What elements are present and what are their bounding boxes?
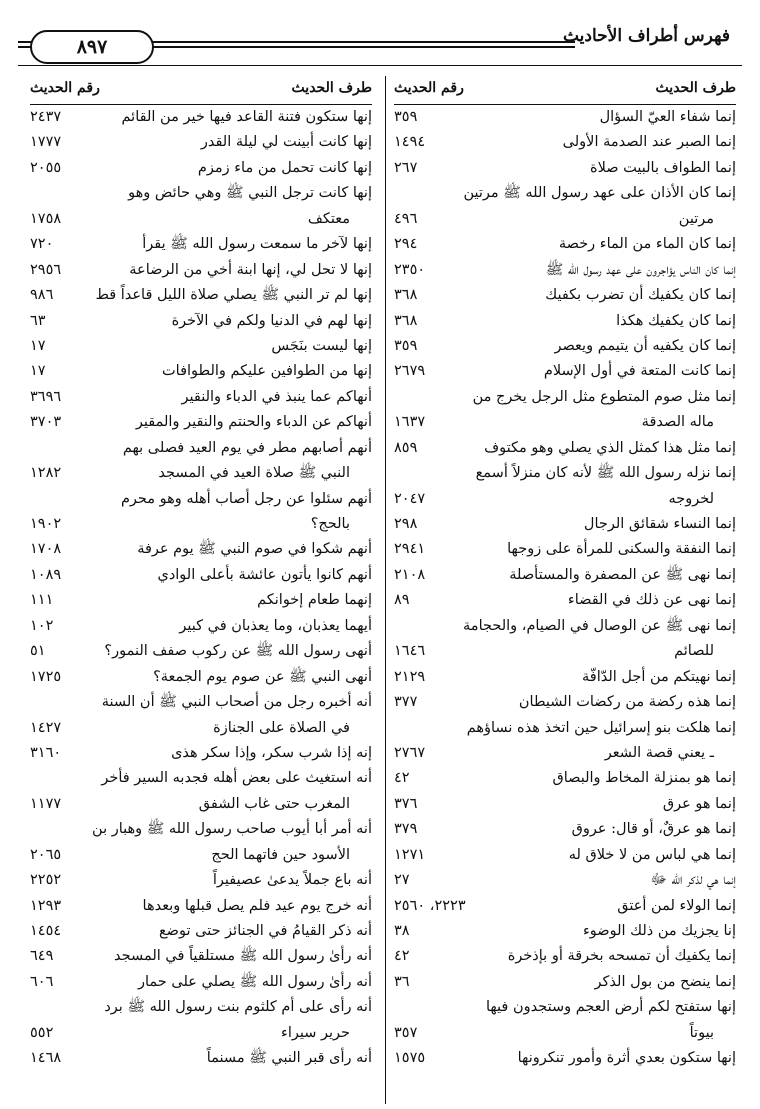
hadith-number: ٢٢٥٢ [30, 872, 62, 889]
index-entry [30, 487, 372, 512]
hadith-number: ٢٦٧ [394, 159, 418, 176]
hadith-number: ١٤٢٧ [30, 719, 62, 736]
hadith-number: ٣٧٠٣ [30, 414, 62, 431]
hadith-fragment: إنها لهم في الدنيا ولكم في الآخرة [171, 312, 372, 329]
hadith-fragment: إنما كانت المتعة في أول الإسلام [543, 363, 736, 380]
hadith-fragment: إنما مثل صوم المتطوع مثل الرجل يخرج من [472, 388, 736, 405]
index-entry [394, 614, 736, 639]
index-entry [394, 385, 736, 410]
hadith-number: ٢٩٨ [394, 516, 418, 532]
index-entry [394, 537, 736, 562]
hadith-fragment: إنما الولاء لمن أعتق [617, 897, 736, 914]
hadith-fragment: أنهم شكوا في صوم النبي ﷺ يوم عرفة [137, 541, 372, 558]
index-entry [30, 690, 372, 715]
index-entry [30, 359, 372, 384]
index-entry [30, 995, 372, 1020]
hadith-fragment: أنه رأىٰ رسول الله ﷺ يصلي على حمار [138, 973, 372, 990]
hadith-fragment: إنها ليست بنَجَس [271, 337, 372, 354]
hadith-fragment: إنما ينضح من بول الذكر [594, 973, 736, 990]
hadith-fragment: مرتين [678, 210, 714, 227]
index-entry [30, 232, 372, 257]
index-entry [394, 639, 736, 664]
column-header-number: رقم الحديث [30, 80, 100, 96]
hadith-fragment: للصائم [674, 643, 714, 660]
index-entry [394, 436, 736, 461]
index-entry [30, 385, 372, 410]
index-entry [394, 309, 736, 334]
hadith-fragment: إنما هذه ركضة من ركضات الشيطان [518, 694, 736, 711]
hadith-number: ١٠٨٩ [30, 566, 62, 583]
index-entry [394, 410, 736, 435]
entry-list [394, 105, 736, 1072]
index-entry [394, 766, 736, 791]
hadith-number: ٢٩٤ [394, 236, 418, 253]
hadith-number: ٣٧٩ [394, 821, 418, 838]
hadith-number: ١٠٢ [30, 617, 54, 634]
hadith-number: ٣٨ [394, 923, 410, 939]
index-entry [394, 716, 736, 741]
hadith-fragment: حرير سيراء [281, 1024, 350, 1041]
hadith-fragment: إنما هو عرقٌ، أو قال: عروق [571, 821, 736, 838]
hadith-number: ١٦٤٦ [394, 643, 426, 660]
hadith-fragment: إنما النفقة والسكنى للمرأة على زوجها [507, 541, 736, 558]
index-entry [394, 1021, 736, 1046]
hadith-fragment: أيهما يعذبان، وما يعذبان في كبير [179, 617, 372, 634]
hadith-number: ١٧٢٥ [30, 668, 62, 685]
index-entry [394, 258, 736, 283]
hadith-number: ٢١٢٩ [394, 668, 426, 685]
hadith-fragment: إنها ستكون بعدي أثرة وأمور تنكرونها [517, 1050, 736, 1067]
index-entry [30, 207, 372, 232]
hadith-fragment: إنما كان يكفيك هكذا [616, 312, 736, 329]
column-header-text: طرف الحديث [291, 80, 372, 96]
hadith-fragment: إنها كانت تحمل من ماء زمزم [197, 159, 372, 176]
hadith-number: ٤٢ [394, 948, 410, 965]
hadith-fragment: أنه أمر أبا أيوب صاحب رسول الله ﷺ وهبار بن [92, 821, 372, 838]
hadith-number: ٣٥٩ [394, 109, 418, 125]
hadith-fragment: إنما هلكت بنو إسرائيل حين اتخذ هذه نساؤهم [466, 719, 736, 736]
hadith-number: ٢٩٤١ [394, 541, 426, 558]
hadith-fragment: النبي ﷺ صلاة العيد في المسجد [158, 465, 350, 482]
hadith-fragment: إنما شفاء العيّ السؤال [599, 109, 736, 125]
index-entry [394, 690, 736, 715]
hadith-number: ٣٧٦ [394, 795, 418, 812]
hadith-fragment: إنها كانت ترجل النبي ﷺ وهي حائض وهو [128, 185, 372, 202]
hadith-number: ٢٢٢٣، ٢٥٦٠ [394, 897, 466, 914]
hadith-number: ١٩٠٢ [30, 516, 62, 532]
hadith-fragment: أنهى رسول الله ﷺ عن ركوب صفف النمور؟ [104, 643, 372, 660]
hadith-number: ٢٤٣٧ [30, 109, 62, 125]
index-entry [394, 665, 736, 690]
hadith-number: ١١١ [30, 592, 54, 609]
hadith-number: ٢٠٥٥ [30, 159, 62, 176]
entry-list [30, 105, 372, 1072]
hadith-fragment: إنما نهى ﷺ عن الوصال في الصيام، والحجامة [463, 617, 736, 634]
page-title: فهرس أطراف الأحاديث [562, 26, 730, 46]
hadith-number: ٢٠٦٥ [30, 846, 62, 863]
hadith-fragment: إنما مثل هذا كمثل الذي يصلي وهو مكتوف [484, 439, 736, 456]
hadith-fragment: إنما هو عرق [662, 795, 736, 812]
hadith-number: ٣٧٧ [394, 694, 418, 711]
index-entry [30, 334, 372, 359]
hadith-number: ٣٦ [394, 973, 410, 990]
index-entry [30, 716, 372, 741]
index-entry [30, 792, 372, 817]
hadith-fragment: لخروجه [668, 490, 714, 507]
hadith-number: ١١٧٧ [30, 795, 62, 812]
hadith-fragment: إنما يكفيك أن تمسحه بخرقة أو بإذخرة [507, 948, 736, 965]
hadith-number: ٨٥٩ [394, 439, 418, 456]
hadith-fragment: أنه أخبره رجل من أصحاب النبي ﷺ أن السنة [101, 694, 372, 711]
hadith-number: ٨٩ [394, 592, 410, 609]
hadith-fragment: إنما كان الناس يؤاجرون على عهد رسول الله ﷺ [545, 261, 736, 278]
hadith-number: ١٢٨٢ [30, 465, 62, 482]
index-entry [394, 156, 736, 181]
hadith-fragment: إنما كان الماء من الماء رخصة [558, 236, 736, 253]
index-entry [30, 130, 372, 155]
hadith-number: ٦٣ [30, 312, 46, 329]
hadith-fragment: إنما كان الأذان على عهد رسول الله ﷺ مرتين [463, 185, 736, 202]
hadith-fragment: أنه رأى قبر النبي ﷺ مسنماً [206, 1050, 372, 1067]
table-top-rule [18, 65, 742, 66]
index-entry [394, 817, 736, 842]
hadith-fragment: إنما نهيتكم من أجل الدّافّة [582, 668, 736, 685]
hadith-fragment: إنما الصبر عند الصدمة الأولى [562, 134, 736, 151]
index-entry [30, 181, 372, 206]
hadith-number: ٣٦٨ [394, 312, 418, 329]
hadith-number: ٩٨٦ [30, 287, 54, 304]
index-entry [30, 410, 372, 435]
column-divider [385, 76, 386, 1104]
hadith-fragment: أنه ذكر القيامُ في الجنائز حتى توضع [158, 923, 372, 939]
index-entry [394, 868, 736, 893]
index-entry [394, 334, 736, 359]
index-entry [30, 639, 372, 664]
hadith-number: ٣٥٧ [394, 1024, 418, 1041]
index-entry [394, 207, 736, 232]
hadith-fragment: إنما نزله رسول الله ﷺ لأنه كان منزلاً أسمع [475, 465, 736, 482]
hadith-fragment: في الصلاة على الجنازة [213, 719, 350, 736]
hadith-number: ٣٦٨ [394, 287, 418, 304]
hadith-number: ٣١٦٠ [30, 744, 62, 761]
column-header-text: طرف الحديث [655, 80, 736, 96]
hadith-fragment: إنها من الطوافين عليكم والطوافات [162, 363, 372, 380]
hadith-fragment: معتكف [307, 210, 350, 227]
hadith-number: ٧٢٠ [30, 236, 54, 253]
hadith-fragment: أنه رأىٰ رسول الله ﷺ مستلقياً في المسجد [114, 948, 372, 965]
hadith-fragment: إنها كانت أبينت لي ليلة القدر [200, 134, 372, 151]
hadith-fragment: إنما نهى عن ذلك في القضاء [567, 592, 736, 609]
index-entry [30, 105, 372, 130]
index-entry [30, 461, 372, 486]
left-column [30, 76, 372, 1072]
hadith-fragment: أنهاكم عما ينبذ في الدباء والنقير [181, 388, 372, 405]
index-entry [394, 843, 736, 868]
index-entry [394, 995, 736, 1020]
hadith-number: ٢٧٦٧ [394, 744, 426, 761]
hadith-fragment: إنهما طعام إخوانكم [257, 592, 372, 609]
hadith-number: ٥١ [30, 643, 46, 660]
column-header [394, 76, 736, 105]
hadith-number: ٦٠٦ [30, 973, 54, 990]
hadith-fragment: إنما الطواف بالبيت صلاة [589, 159, 736, 176]
index-entry [30, 563, 372, 588]
index-entry [30, 741, 372, 766]
index-entry [394, 461, 736, 486]
index-entry [394, 741, 736, 766]
index-entry [30, 970, 372, 995]
hadith-number: ١٧ [30, 363, 46, 380]
hadith-number: ٢٣٥٠ [394, 261, 426, 278]
hadith-number: ٢٧ [394, 872, 410, 889]
hadith-number: ٤٩٦ [394, 210, 418, 227]
hadith-number: ١٦٣٧ [394, 414, 426, 431]
hadith-number: ٥٥٢ [30, 1024, 54, 1041]
hadith-number: ٢١٠٨ [394, 566, 426, 583]
index-entry [394, 792, 736, 817]
hadith-number: ١٧ [30, 337, 46, 354]
hadith-fragment: الأسود حين فاتهما الحج [211, 846, 350, 863]
hadith-number: ٢٠٤٧ [394, 490, 426, 507]
index-entry [30, 817, 372, 842]
index-entry [30, 614, 372, 639]
hadith-fragment: إنما كان يكفيك أن تضرب بكفيك [545, 287, 736, 304]
hadith-fragment: إنها لآخر ما سمعت رسول الله ﷺ يقرأ [142, 236, 372, 253]
hadith-fragment: ماله الصدقة [641, 414, 714, 431]
hadith-fragment: أنهاكم عن الدباء والحنتم والنقير والمقير [135, 414, 372, 431]
hadith-fragment: إنها ستفتح لكم أرض العجم وستجدون فيها [485, 999, 736, 1016]
index-entry [394, 588, 736, 613]
hadith-fragment: إنها ستكون فتنة القاعد فيها خير من القائم [121, 109, 372, 125]
index-entry [394, 970, 736, 995]
hadith-number: ١٤٩٤ [394, 134, 426, 151]
hadith-number: ١٧٧٧ [30, 134, 62, 151]
index-entry [30, 537, 372, 562]
index-entry [30, 436, 372, 461]
hadith-number: ٤٢ [394, 770, 410, 787]
index-entry [394, 487, 736, 512]
hadith-fragment: إنما هو بمنزلة المخاط والبصاق [552, 770, 736, 787]
hadith-fragment: بالحج؟ [310, 516, 350, 532]
hadith-number: ١٧٠٨ [30, 541, 62, 558]
index-entry [30, 665, 372, 690]
index-entry [394, 1046, 736, 1071]
index-entry [394, 105, 736, 130]
column-header-number: رقم الحديث [394, 80, 464, 96]
index-entry [394, 944, 736, 969]
hadith-fragment: أنه خرج يوم عيد فلم يصل قبلها وبعدها [142, 897, 372, 914]
index-entry [30, 894, 372, 919]
hadith-fragment: ـ يعني قصة الشعر [604, 744, 714, 761]
index-entry [30, 766, 372, 791]
index-entry [394, 130, 736, 155]
index-entry [394, 919, 736, 944]
hadith-number: ١٤٦٨ [30, 1050, 62, 1067]
hadith-fragment: بيوتاً [689, 1024, 714, 1041]
hadith-number: ١٢٧١ [394, 846, 426, 863]
index-entry [394, 283, 736, 308]
hadith-fragment: إنما النساء شقائق الرجال [583, 516, 736, 532]
index-entry [30, 843, 372, 868]
hadith-fragment: المغرب حتى غاب الشفق [198, 795, 350, 812]
hadith-number: ٢٦٧٩ [394, 363, 426, 380]
hadith-fragment: إنا يجزيك من ذلك الوضوء [582, 923, 736, 939]
hadith-number: ١٤٥٤ [30, 923, 62, 939]
column-header [30, 76, 372, 105]
index-entry [394, 563, 736, 588]
page-number-badge: ٨٩٧ [30, 30, 154, 64]
hadith-number: ٦٤٩ [30, 948, 54, 965]
hadith-number: ٣٥٩ [394, 337, 418, 354]
index-entry [30, 944, 372, 969]
index-entry [30, 283, 372, 308]
index-entry [30, 156, 372, 181]
hadith-fragment: إنما هي لباس من لا خلاق له [568, 846, 736, 863]
hadith-number: ٢٩٥٦ [30, 261, 62, 278]
hadith-number: ١٢٩٣ [30, 897, 62, 914]
hadith-fragment: إنما هي لذكر الله ﷻ [650, 872, 736, 889]
index-entry [30, 309, 372, 334]
hadith-fragment: إنها لا تحل لي، إنها ابنة أخي من الرضاعة [129, 261, 372, 278]
index-entry [30, 1046, 372, 1071]
hadith-fragment: أنهى النبي ﷺ عن صوم يوم الجمعة؟ [153, 668, 372, 685]
index-entry [30, 258, 372, 283]
index-entry [30, 1021, 372, 1046]
hadith-fragment: أنه رأى على أم كلثوم بنت رسول الله ﷺ برد [104, 999, 372, 1016]
hadith-number: ٣٦٩٦ [30, 388, 62, 405]
hadith-fragment: أنه استغيث على بعض أهله فجدبه السير فأخر [101, 770, 372, 787]
hadith-fragment: إنه إذا شرب سكر، وإذا سكر هذى [171, 744, 372, 761]
hadith-fragment: أنهم سئلوا عن رجل أصاب أهله وهو محرم [120, 490, 372, 507]
index-entry [30, 919, 372, 944]
hadith-fragment: إنها لم تر النبي ﷺ يصلي صلاة الليل قاعداً قط [95, 287, 372, 304]
hadith-number: ١٧٥٨ [30, 210, 62, 227]
index-entry [394, 181, 736, 206]
hadith-fragment: أنهم أصابهم مطر في يوم العيد فصلى بهم [122, 439, 372, 456]
index-entry [394, 894, 736, 919]
hadith-fragment: أنهم كانوا يأتون عائشة بأعلى الوادي [157, 566, 372, 583]
hadith-number: ١٥٧٥ [394, 1050, 426, 1067]
hadith-fragment: أنه باع جملاً يدعىٰ عصيفيراً [212, 872, 372, 889]
index-entry [394, 359, 736, 384]
right-column [394, 76, 736, 1072]
index-entry [394, 512, 736, 537]
index-entry [30, 588, 372, 613]
index-entry [30, 512, 372, 537]
hadith-fragment: إنما كان يكفيه أن يتيمم ويعصر [554, 337, 736, 354]
index-entry [30, 868, 372, 893]
index-entry [394, 232, 736, 257]
hadith-fragment: إنما نهى ﷺ عن المصفرة والمستأصلة [509, 566, 736, 583]
